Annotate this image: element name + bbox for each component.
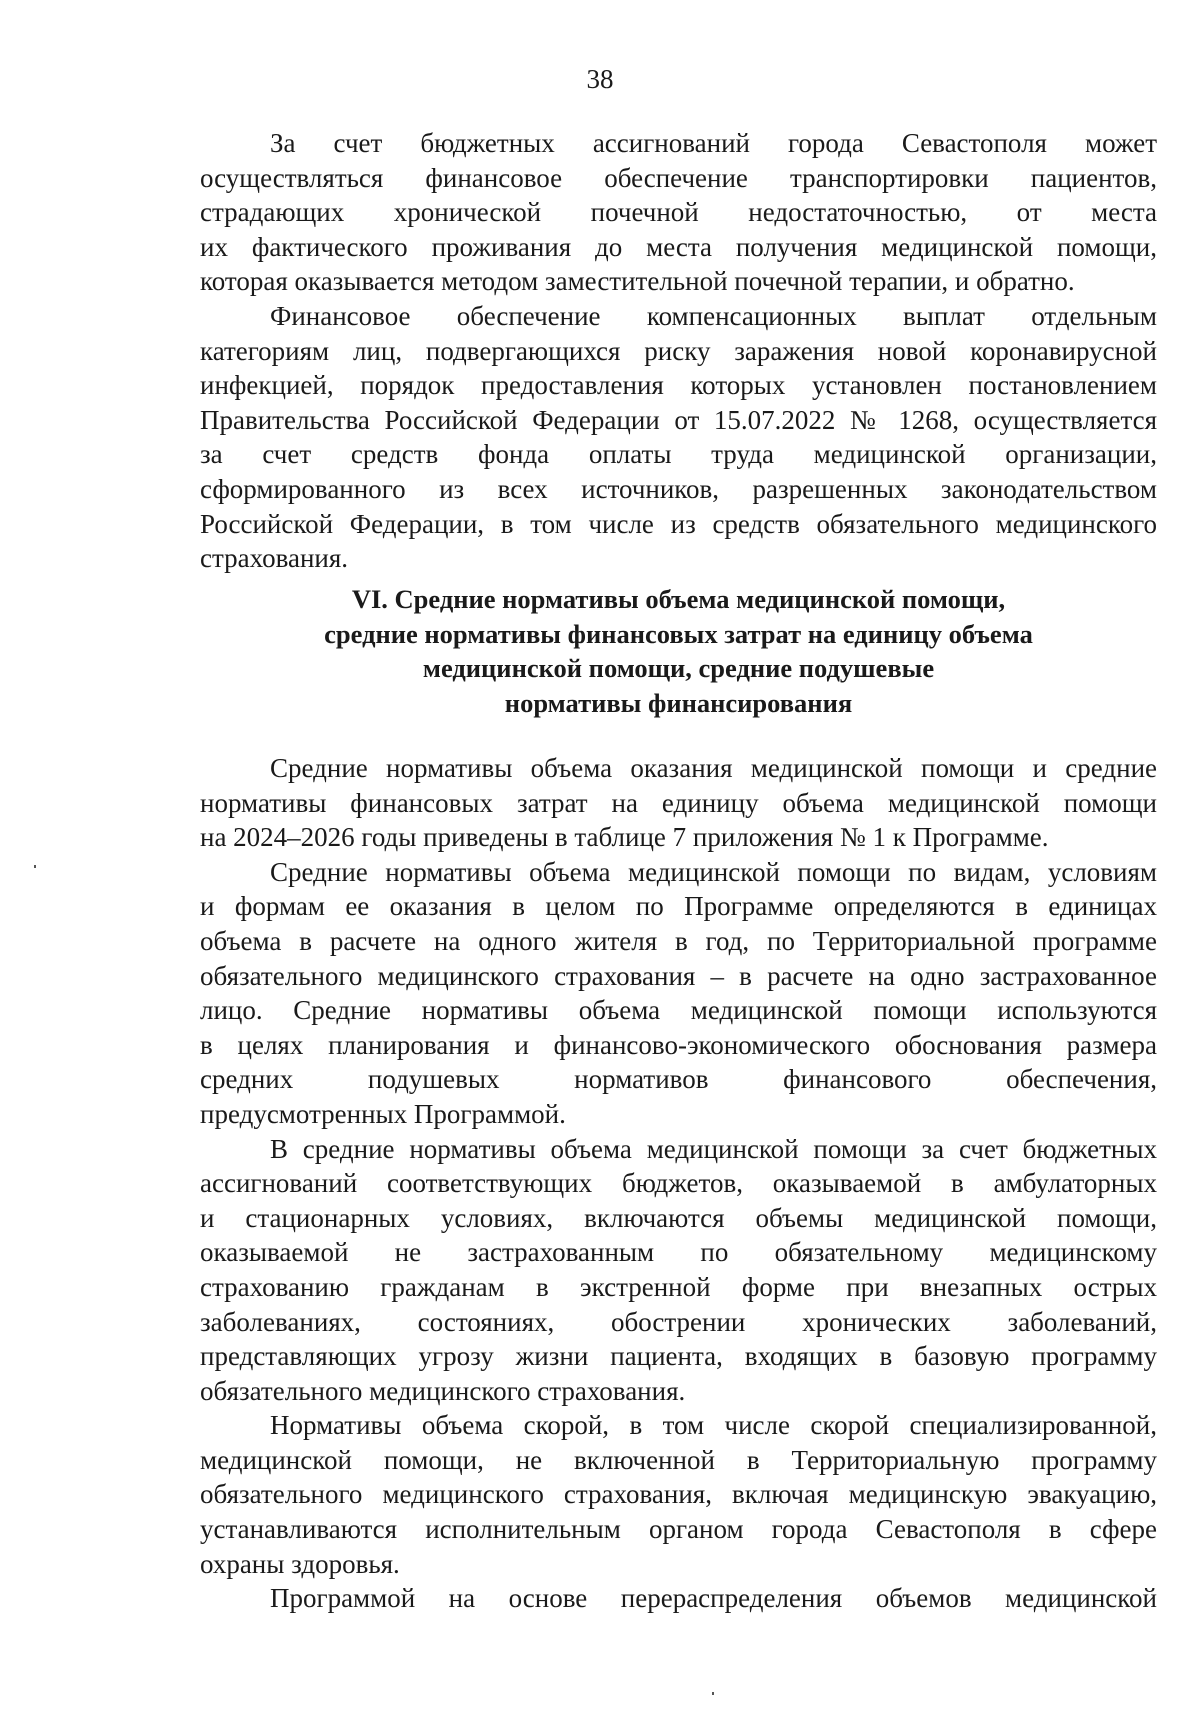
paragraph-line: охраны здоровья.: [200, 1548, 400, 1579]
paragraph: [200, 1408, 1157, 1581]
scan-artifact: [34, 865, 36, 868]
paragraph: [200, 126, 1157, 299]
section-heading: [200, 582, 1157, 720]
paragraph-line: Финансовое обеспечение компенсационных выплат отдельным: [270, 300, 1157, 331]
text-block-lower: [200, 751, 1157, 1616]
page-number: 38: [586, 64, 614, 94]
paragraph-line: осуществляться финансовое обеспечение транспортировки пациентов,: [200, 162, 1157, 193]
paragraph-line: За счет бюджетных ассигнований города Севастополя может: [270, 128, 1157, 158]
paragraph-line: медицинской помощи, не включенной в Территориальную программу: [200, 1444, 1157, 1475]
section-heading-line: нормативы финансирования: [504, 687, 853, 718]
paragraph-line: объема в расчете на одного жителя в год, по Территориальной программе: [200, 925, 1157, 956]
paragraph-line: Средние нормативы объема оказания медицинской помощи и средние: [270, 753, 1157, 783]
paragraph-line: страдающих хронической почечной недостаточностью, от места: [200, 197, 1157, 228]
paragraph: [200, 299, 1157, 576]
paragraph-line: оказываемой не застрахованным по обязательному медицинскому: [200, 1237, 1157, 1268]
paragraph-line: и формам ее оказания в целом по Программе определяются в единицах: [200, 891, 1157, 922]
paragraph-line: нормативы финансовых затрат на единицу объема медицинской помощи: [200, 787, 1157, 818]
paragraph: [200, 751, 1157, 855]
section-heading-line: средние нормативы финансовых затрат на единицу объема: [324, 618, 1033, 649]
paragraph-line: которая оказывается методом заместительной почечной терапии, и обратно.: [200, 266, 1075, 297]
paragraph-line: Программой на основе перераспределения объемов медицинской: [270, 1583, 1157, 1614]
paragraph-line: обязательного медицинского страхования, включая медицинскую эвакуацию,: [200, 1479, 1157, 1510]
text-block-upper: [200, 126, 1157, 576]
section-heading-line: медицинской помощи, средние подушевые: [422, 653, 935, 683]
paragraph-line: их фактического проживания до места получения медицинской помощи,: [200, 231, 1157, 262]
paragraph-line: Российской Федерации, в том числе из средств обязательного медицинского: [200, 508, 1157, 539]
section-heading-line: VI. Средние нормативы объема медицинской помощи,: [351, 584, 1006, 614]
paragraph-line: устанавливаются исполнительным органом города Севастополя в сфере: [200, 1514, 1157, 1545]
paragraph-line: представляющих угрозу жизни пациента, входящих в базовую программу: [200, 1341, 1157, 1372]
paragraph-line: предусмотренных Программой.: [200, 1098, 566, 1129]
paragraph-line: и стационарных условиях, включаются объемы медицинской помощи,: [200, 1202, 1157, 1233]
paragraph: [200, 1581, 1157, 1616]
paragraph-line: категориям лиц, подвергающихся риску заражения новой коронавирусной: [200, 335, 1157, 366]
paragraph-line: ассигнований соответствующих бюджетов, оказываемой в амбулаторных: [200, 1168, 1157, 1199]
paragraph-line: Нормативы объема скорой, в том числе скорой специализированной,: [270, 1410, 1157, 1441]
paragraph-line: Правительства Российской Федерации от 15.07.2022 № 1268, осуществляется: [200, 404, 1157, 435]
paragraph-line: средних подушевых нормативов финансового обеспечения,: [200, 1064, 1157, 1095]
paragraph-line: обязательного медицинского страхования – в расчете на одно застрахованное: [200, 960, 1157, 991]
paragraph-line: инфекцией, порядок предоставления которых установлен постановлением: [200, 370, 1157, 401]
paragraph-line: заболеваниях, состояниях, обострении хронических заболеваний,: [200, 1306, 1157, 1337]
paragraph: [200, 855, 1157, 1132]
paragraph: [200, 1132, 1157, 1409]
paragraph-line: на 2024–2026 годы приведены в таблице 7 приложения № 1 к Программе.: [200, 822, 1049, 853]
paragraph-line: страхованию гражданам в экстренной форме при внезапных острых: [200, 1271, 1157, 1302]
paragraph-line: лицо. Средние нормативы объема медицинской помощи используются: [200, 995, 1157, 1026]
paragraph-line: в целях планирования и финансово-экономического обоснования размера: [200, 1029, 1157, 1060]
paragraph-line: Средние нормативы объема медицинской помощи по видам, условиям: [270, 856, 1157, 887]
paragraph-line: за счет средств фонда оплаты труда медицинской организации,: [200, 439, 1157, 470]
paragraph-line: сформированного из всех источников, разрешенных законодательством: [200, 473, 1157, 504]
paragraph-line: обязательного медицинского страхования.: [200, 1375, 686, 1406]
paragraph-line: В средние нормативы объема медицинской помощи за счет бюджетных: [270, 1133, 1157, 1164]
paragraph-line: страхования.: [200, 543, 349, 574]
scan-artifact: [712, 1692, 714, 1695]
